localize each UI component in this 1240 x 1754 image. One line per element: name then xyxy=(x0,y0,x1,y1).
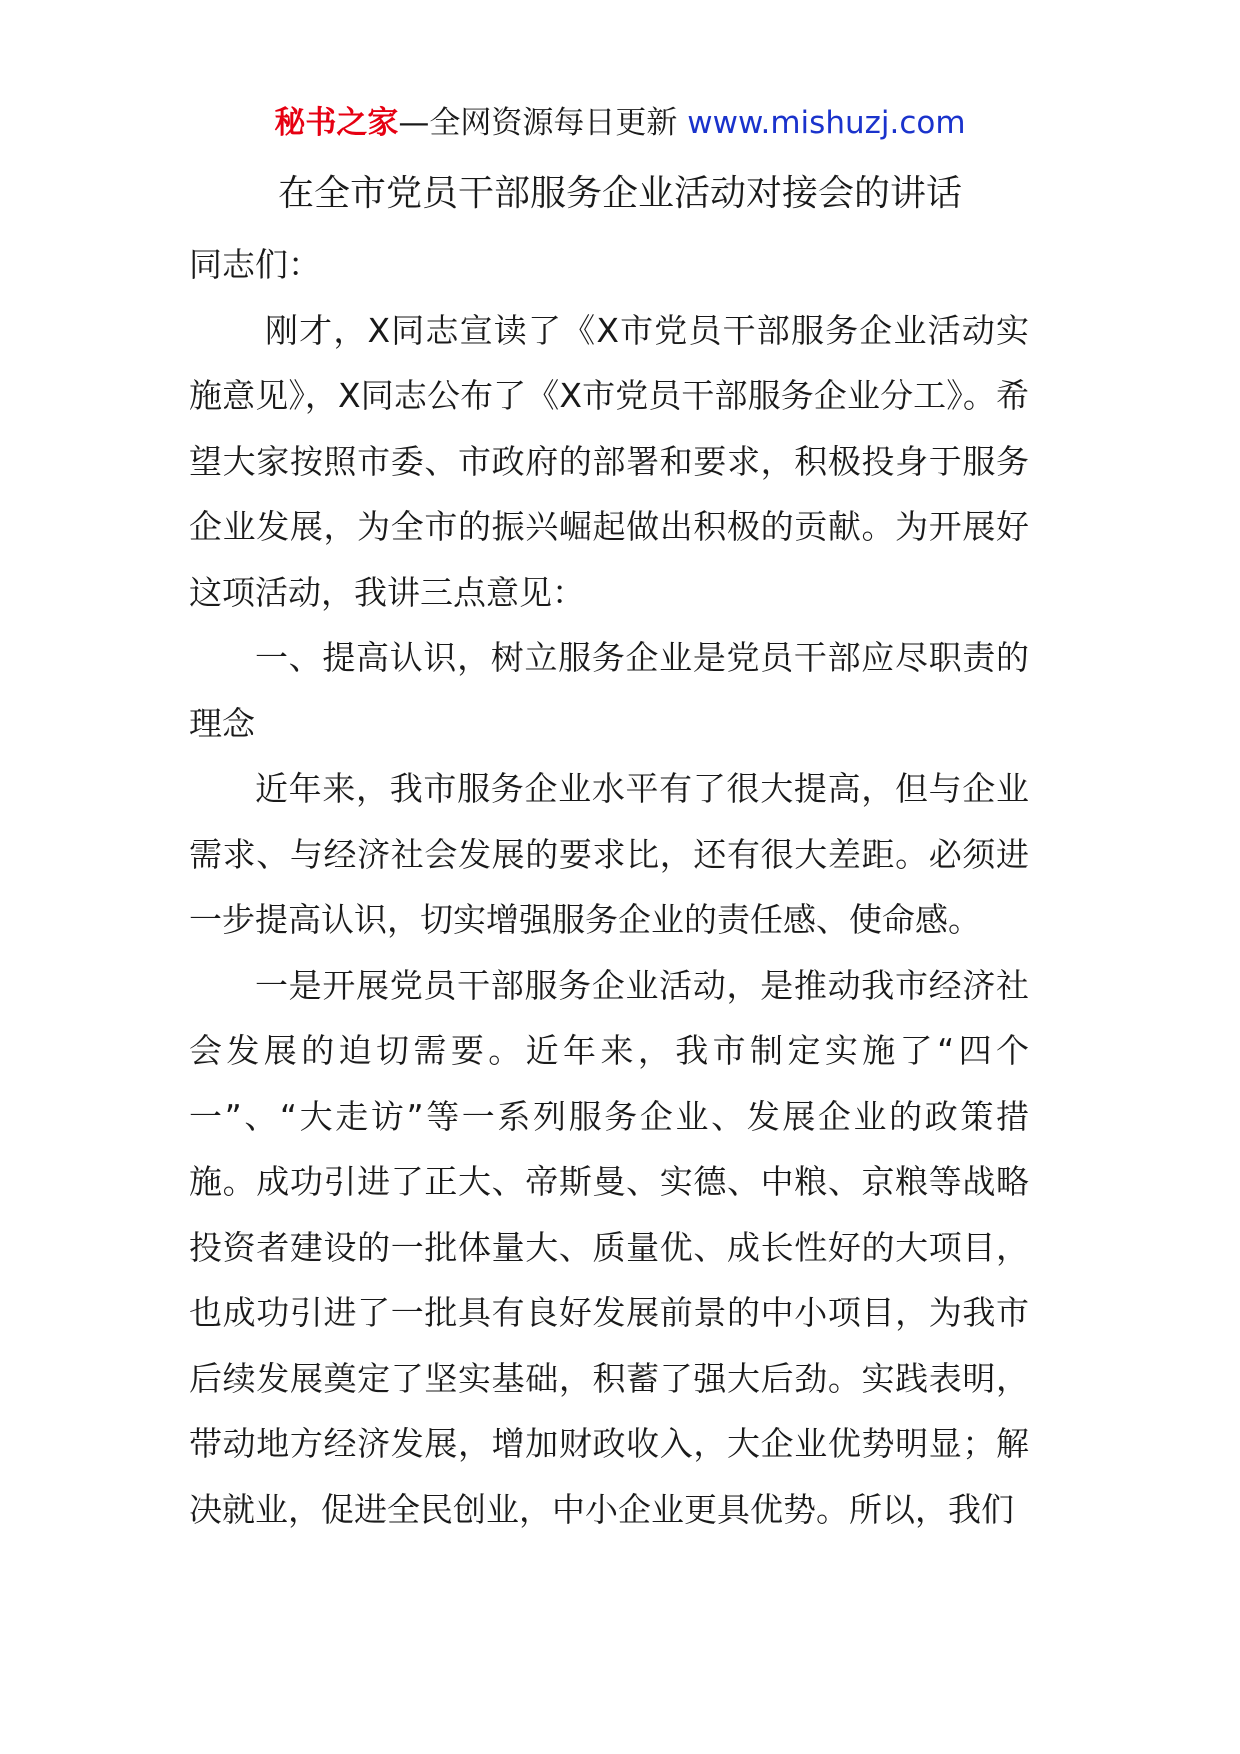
section-heading-1: 一、提高认识，树立服务企业是党员干部应尽职责的理念 xyxy=(189,638,1029,743)
greeting: 同志们： xyxy=(189,245,321,284)
brand-name: 秘书之家 xyxy=(274,105,399,141)
document-title: 在全市党员干部服务企业活动对接会的讲话 xyxy=(277,173,962,214)
site-header xyxy=(0,98,1240,148)
paragraph-opening: 刚才，X同志宣读了《X市党员干部服务企业活动实施意见》，X同志公布了《X市党员干部服务企业分工》。希望大家按照市委、市政府的部署和要求，积极投身于服务企业发展，为全市的振兴崛起做出积极的贡献。为开展好这项活动，我讲三点意见： xyxy=(189,310,1029,612)
document-body xyxy=(189,232,1029,1542)
site-url-link[interactable]: www.mishuzj.com xyxy=(687,105,966,141)
site-tagline: —全网资源每日更新 xyxy=(398,105,688,141)
paragraph-recent-years: 近年来，我市服务企业水平有了很大提高，但与企业需求、与经济社会发展的要求比，还有很大差距。必须进一步提高认识，切实增强服务企业的责任感、使命感。 xyxy=(189,769,1029,939)
paragraph-point-one: 一是开展党员干部服务企业活动，是推动我市经济社会发展的迫切需要。近年来，我市制定实施了“四个一”、“大走访”等一系列服务企业、发展企业的政策措施。成功引进了正大、帝斯曼、实德、中粮、京粮等战略投资者建设的一批体量大、质量优、成长性好的大项目，也成功引进了一批具有良好发展前景的中小项目，为我市后续发展奠定了坚实基础，积蓄了强大后劲。实践表明，带动地方经济发展，增加财政收入，大企业优势明显；解决就业，促进全民创业，中小企业更具优势。所以，我们 xyxy=(189,965,1029,1529)
